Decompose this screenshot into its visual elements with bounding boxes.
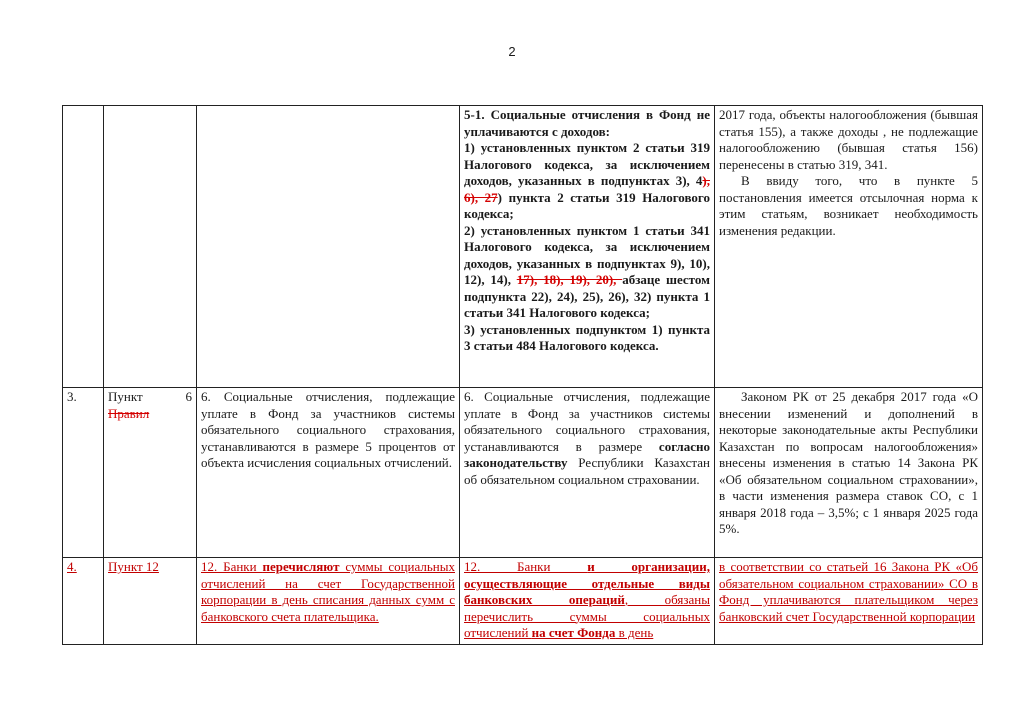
cell-current-text: 6. Социальные отчисления, подлежащие уплате в Фонд за участников системы обязательного социального страхования, устанавливаются в размере 5 процентов от объекта исчисления социальных отчислений. (197, 388, 460, 558)
cell-justification: Законом РК от 25 декабря 2017 года «О внесении изменений и дополнений в некоторые законодательные акты Республики Казахстан по вопросам налогообложения» внесены изменения в статью 14 Закона РК «Об обязательном социальном страховании», в части изменения размера ставок СО, с 1 января 2018 года – 3,5%; с 1 января 2025 года 5%. (715, 388, 983, 558)
deleted-text: 17), 18), 19), 20), (516, 272, 623, 287)
comparison-table (62, 105, 983, 645)
clause-5-1-heading: 5-1. Социальные отчисления в Фонд не уплачиваются с доходов: (464, 107, 710, 139)
cell-point: Пункт 12 (104, 558, 197, 645)
justification-paragraph: 2017 года, объекты налогообложения (бывшая статья 155), а также доходы , не подлежащие налогообложению (бывшая статья 156) перенесены в статью 319, 341. (719, 107, 978, 172)
clause-5-1-item-1: 1) установленных пунктом 2 статьи 319 Налогового кодекса, за исключением доходов, указанных в подпунктах 3), 4), 6), 27) пункта 2 статьи 319 Налогового кодекса; (464, 140, 710, 221)
table-row (63, 388, 983, 558)
clause-5-1-item-2: 2) установленных пунктом 1 статьи 341 Налогового кодекса, за исключением доходов, указанных в подпунктах 9), 10), 12), 14), 17), 18), 19), 20), абзаце шестом подпункта 22), 24), 25), 26), 32) пункта 1 статьи 341 Налогового кодекса; (464, 222, 710, 320)
cell-proposed-text (460, 106, 715, 388)
cell-point: Пункт 6 Правил (104, 388, 197, 558)
cell-proposed-text: 12. Банки и организации, осуществляющие отдельные виды банковских операций, обязаны перечислить суммы социальных отчислений на счет Фонда в день (460, 558, 715, 645)
page-number: 2 (508, 44, 516, 59)
cell-justification: в соответствии со статьей 16 Закона РК «Об обязательном социальном страховании» СО в Фонд уплачиваются плательщиком через банковский счет Государственной корпорации (715, 558, 983, 645)
table-row-continuation (63, 106, 983, 388)
deleted-text: Правил (108, 405, 150, 421)
cell-current-text: 12. Банки перечисляют суммы социальных отчислений на счет Государственной корпорации в день списания данных сумм с банковского счета плательщика. (197, 558, 460, 645)
table-row (63, 558, 983, 645)
cell-current-text (197, 106, 460, 388)
clause-5-1-item-3: 3) установленных подпунктом 1) пункта 3 статьи 484 Налогового кодекса. (464, 321, 710, 353)
cell-proposed-text: 6. Социальные отчисления, подлежащие уплате в Фонд за участников системы обязательного социального страхования, устанавливаются в размере согласно законодательству Республики Казахстан об обязательном социальном страховании. (460, 388, 715, 558)
cell-number (63, 106, 104, 388)
cell-number: 4. (63, 558, 104, 645)
cell-number: 3. (63, 388, 104, 558)
cell-point (104, 106, 197, 388)
justification-paragraph: В ввиду того, что в пункте 5 постановления имеется отсылочная норма к этим статьям, возникает необходимость изменения редакции. (719, 173, 978, 238)
cell-justification (715, 106, 983, 388)
deleted-text: ), 6), 27 (464, 173, 710, 205)
